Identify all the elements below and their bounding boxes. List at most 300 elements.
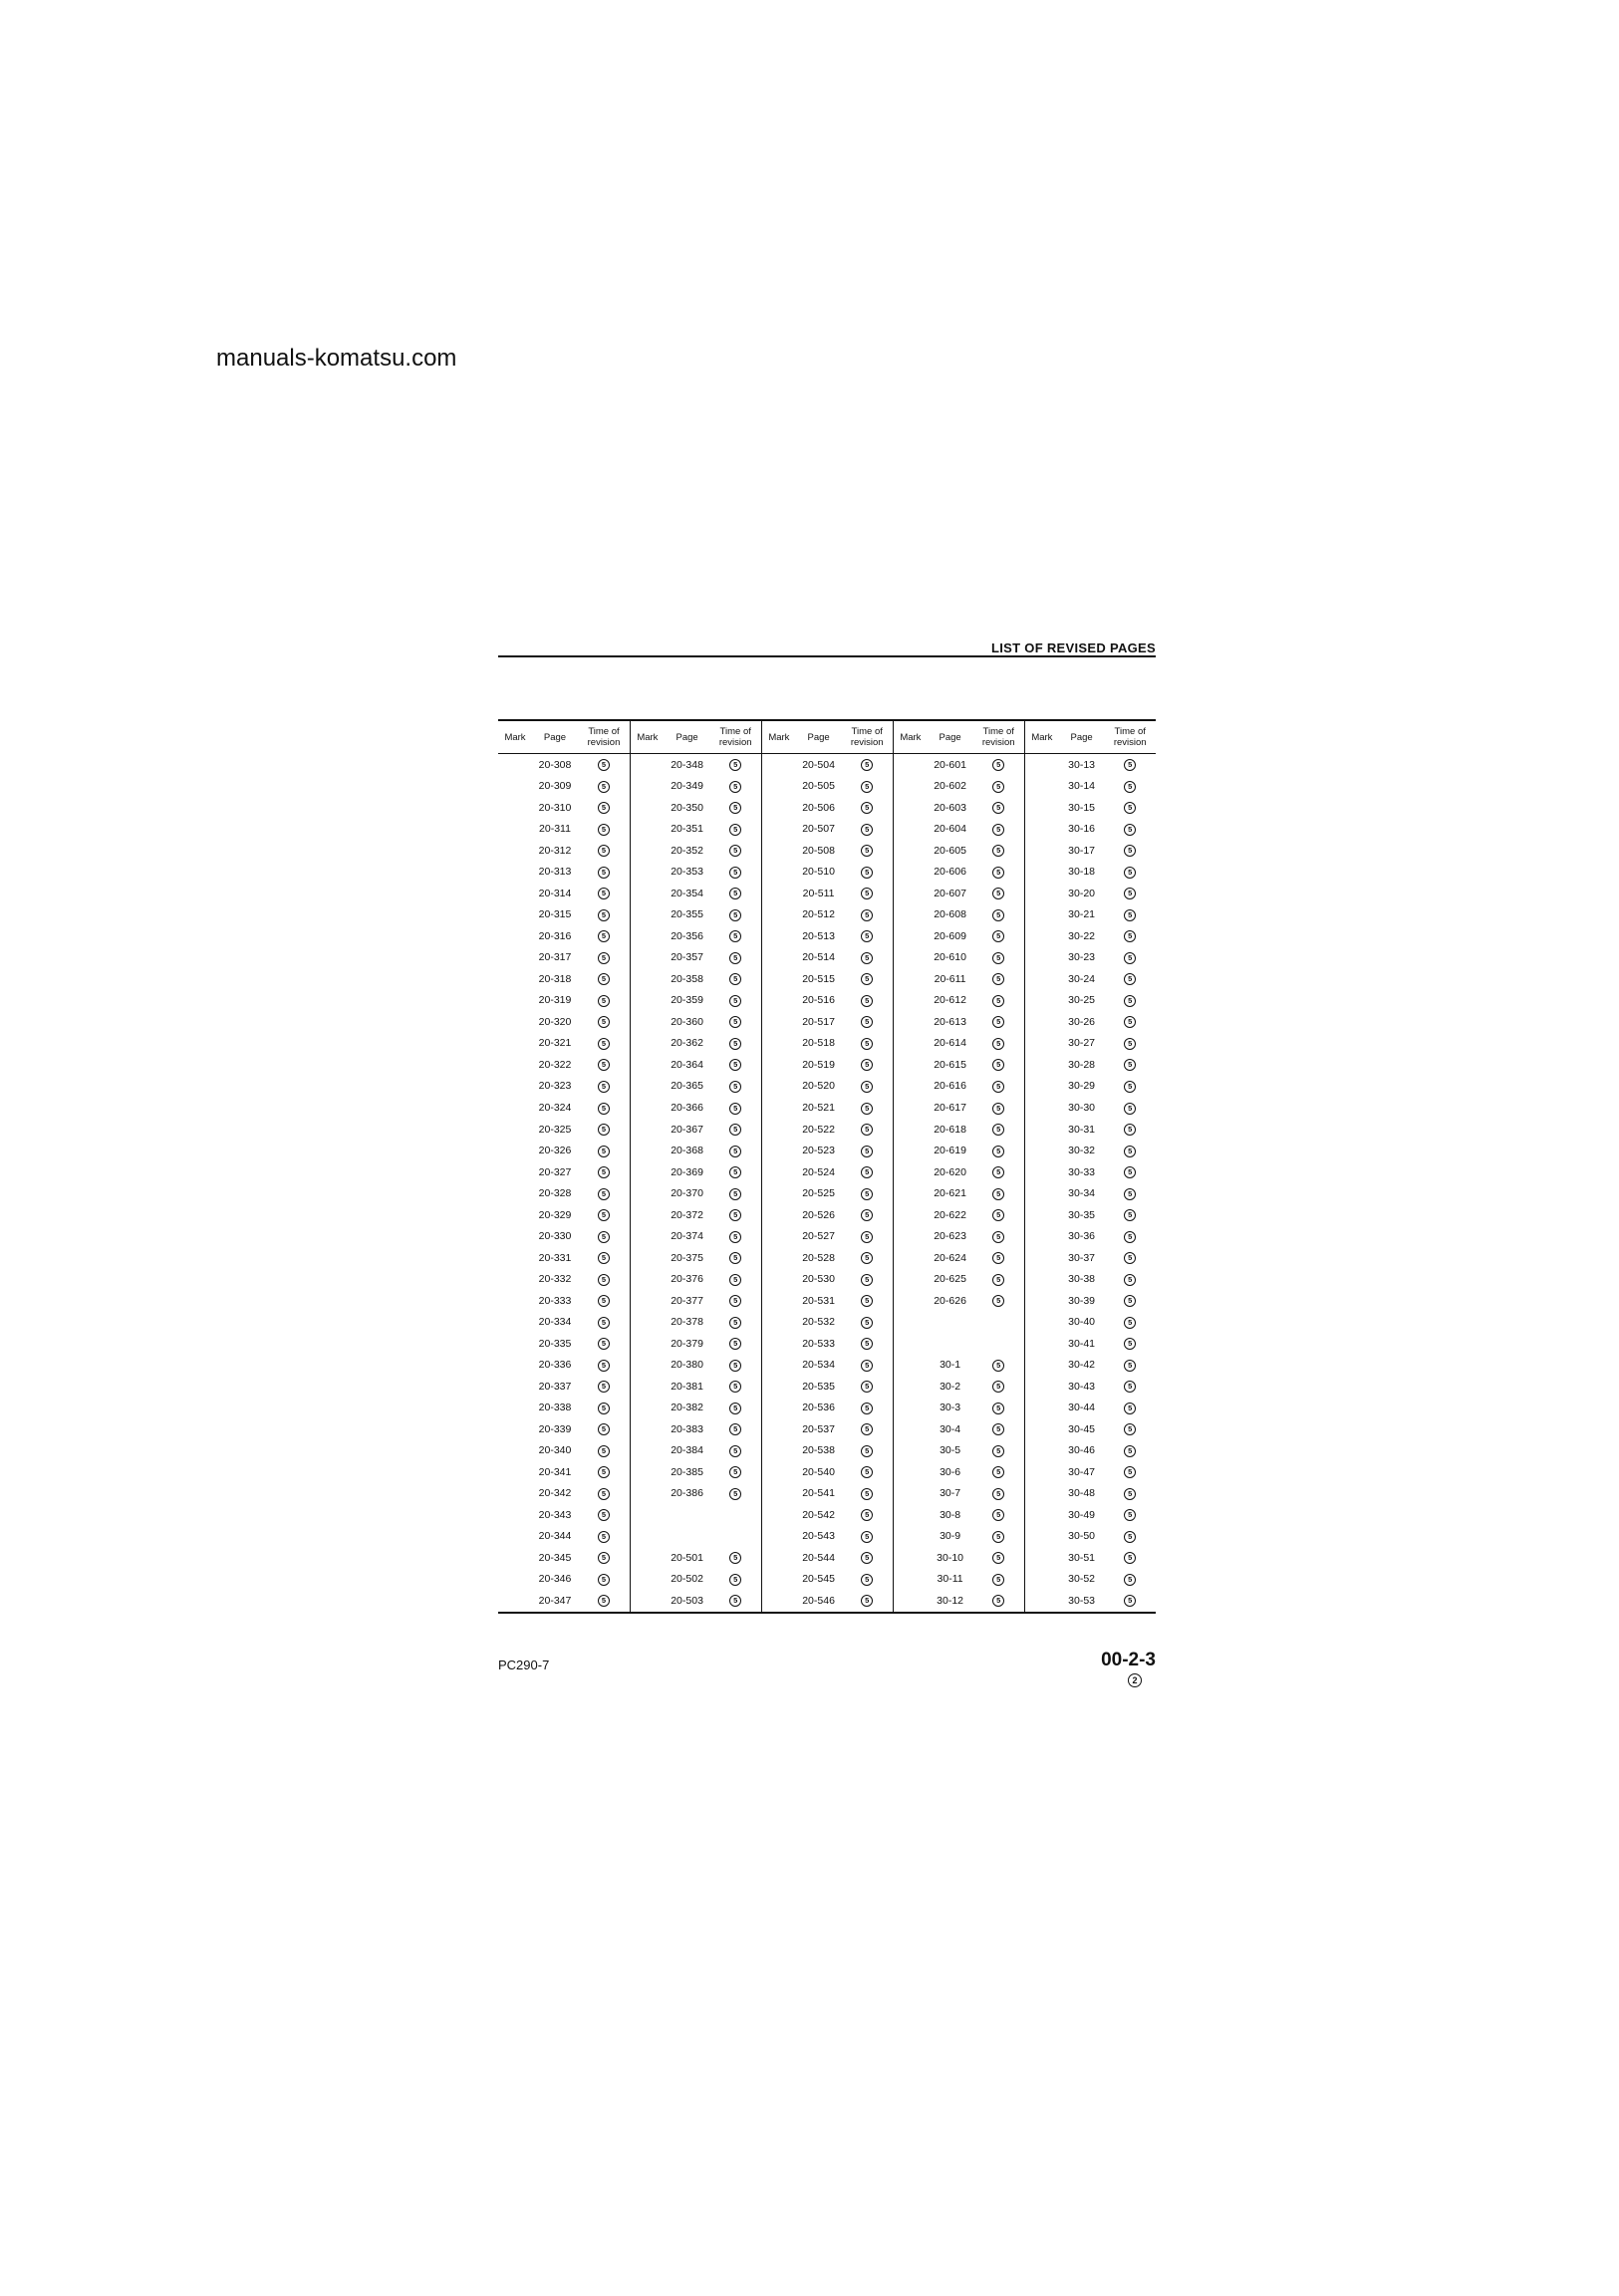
page-cell: 20-339: [538, 1422, 572, 1435]
table-row: [894, 1547, 1024, 1569]
table-row: [631, 1440, 761, 1462]
page-cell: 30-28: [1068, 1058, 1095, 1071]
page-cell: 20-504: [802, 758, 835, 771]
page-cell: 20-337: [538, 1380, 572, 1393]
table-row: [631, 1247, 761, 1269]
revision-mark: 5: [729, 1488, 741, 1500]
revision-cell: [972, 758, 1024, 771]
revision-cell: [578, 994, 630, 1007]
revision-cell: [1104, 780, 1156, 793]
revision-cell: [841, 1294, 893, 1307]
revision-cell: [972, 1273, 1024, 1286]
header-time-of-revision: Time of revision: [850, 726, 884, 748]
revision-cell: [578, 951, 630, 964]
page-cell: 20-378: [671, 1316, 703, 1329]
page-cell: 30-47: [1068, 1465, 1095, 1478]
revision-mark: 5: [992, 1466, 1004, 1478]
revision-mark: 5: [1124, 1552, 1136, 1564]
table-row: [894, 1590, 1024, 1612]
revision-mark: 5: [1124, 1445, 1136, 1457]
revision-mark: 5: [992, 867, 1004, 879]
revision-cell: [578, 866, 630, 879]
revision-cell: [1104, 1145, 1156, 1157]
revision-mark: 5: [1124, 973, 1136, 985]
revision-mark: 5: [729, 1574, 741, 1586]
table-row: [498, 1119, 630, 1141]
page-cell: 20-524: [802, 1165, 835, 1178]
revision-cell: [1104, 1402, 1156, 1414]
revision-cell: [578, 1058, 630, 1071]
header-time-of-revision: Time of revision: [1113, 726, 1147, 748]
page-cell: 20-330: [538, 1230, 572, 1243]
page-cell: 20-618: [934, 1123, 966, 1136]
page-cell: 20-326: [538, 1145, 572, 1157]
table-row: [1025, 1333, 1156, 1355]
table-row: [631, 1204, 761, 1226]
page-cell: 20-510: [802, 866, 835, 879]
table-row: [498, 754, 630, 776]
table-row: [894, 754, 1024, 776]
revision-mark: 5: [729, 930, 741, 942]
page-cell: 20-316: [538, 929, 572, 942]
revision-mark: 5: [598, 1466, 610, 1478]
revision-cell: [972, 1123, 1024, 1136]
revision-mark: 5: [992, 1423, 1004, 1435]
revision-cell: [841, 1058, 893, 1071]
revision-mark: 5: [1124, 1295, 1136, 1307]
revision-cell: [972, 1230, 1024, 1243]
table-header-row: [498, 721, 1156, 754]
table-row: [631, 1590, 761, 1612]
revision-mark: 5: [1124, 888, 1136, 899]
revision-cell: [1104, 1230, 1156, 1243]
revision-mark: 5: [1124, 1317, 1136, 1329]
page-cell: 30-4: [940, 1422, 961, 1435]
revision-mark: 5: [1124, 1403, 1136, 1414]
revision-cell: [578, 1015, 630, 1028]
revision-mark: 5: [992, 1038, 1004, 1050]
revision-cell: [1104, 1508, 1156, 1521]
revision-cell: [1104, 758, 1156, 771]
revision-mark: 5: [861, 802, 873, 814]
table-row: [894, 1161, 1024, 1183]
table-row: [1025, 1119, 1156, 1141]
revision-mark: 5: [861, 1403, 873, 1414]
revision-mark: 5: [1124, 1146, 1136, 1157]
page-cell: 30-41: [1068, 1337, 1095, 1350]
page-cell: 20-546: [802, 1594, 835, 1607]
page-cell: 20-505: [802, 780, 835, 793]
table-row: [631, 1547, 761, 1569]
revision-mark: 5: [992, 1146, 1004, 1157]
revision-cell: [972, 1165, 1024, 1178]
revision-cell: [578, 908, 630, 921]
table-row: [762, 925, 893, 947]
page-cell: 20-377: [671, 1294, 703, 1307]
revision-mark: 5: [729, 1252, 741, 1264]
revision-cell: [709, 1123, 761, 1136]
revision-cell: [1104, 1316, 1156, 1329]
page-cell: 30-35: [1068, 1208, 1095, 1221]
table-row: [1025, 947, 1156, 969]
page-cell: 20-609: [934, 929, 966, 942]
column-group: [761, 754, 893, 1612]
page-cell: 20-381: [671, 1380, 703, 1393]
revision-mark: 5: [992, 888, 1004, 899]
table-row: [631, 840, 761, 862]
page-cell: 20-619: [934, 1145, 966, 1157]
page-cell: 30-38: [1068, 1273, 1095, 1286]
table-row: [631, 904, 761, 926]
revision-mark: 5: [729, 781, 741, 793]
revision-cell: [1104, 1294, 1156, 1307]
revision-cell: [1104, 844, 1156, 857]
revision-cell: [709, 801, 761, 814]
revision-cell: [709, 1251, 761, 1264]
revision-mark: 5: [992, 759, 1004, 771]
revision-mark: 5: [598, 888, 610, 899]
revision-cell: [709, 1487, 761, 1500]
table-row: [498, 1547, 630, 1569]
revision-mark: 5: [598, 1295, 610, 1307]
page-cell: 20-325: [538, 1123, 572, 1136]
table-row: [894, 797, 1024, 819]
revision-cell: [841, 1508, 893, 1521]
revision-cell: [578, 1316, 630, 1329]
revision-mark: 5: [992, 995, 1004, 1007]
revision-cell: [709, 994, 761, 1007]
page-cell: 20-601: [934, 758, 966, 771]
page-cell: 20-626: [934, 1294, 966, 1307]
revision-mark: 5: [729, 995, 741, 1007]
revision-mark: 5: [1124, 824, 1136, 836]
revision-mark: 5: [598, 995, 610, 1007]
page-cell: 20-511: [802, 887, 835, 899]
table-row: [498, 1483, 630, 1505]
revision-mark: 5: [1124, 995, 1136, 1007]
revision-mark: 5: [729, 1466, 741, 1478]
table-row: [498, 1397, 630, 1418]
page-cell: 20-607: [934, 887, 966, 899]
table-row: [498, 883, 630, 904]
table-row: [498, 1440, 630, 1462]
revision-cell: [709, 1145, 761, 1157]
table-row: [1025, 1268, 1156, 1290]
page-cell: 20-345: [538, 1551, 572, 1564]
table-row: [1025, 925, 1156, 947]
revision-mark: 5: [598, 845, 610, 857]
revision-cell: [709, 1015, 761, 1028]
revision-mark: 5: [729, 1403, 741, 1414]
table-row: [631, 819, 761, 841]
revision-cell: [972, 1058, 1024, 1071]
revision-mark: 5: [729, 1552, 741, 1564]
table-row: [762, 1076, 893, 1098]
revision-cell: [972, 1551, 1024, 1564]
revision-cell: [1104, 1102, 1156, 1115]
footer-revision-mark: 2: [1128, 1673, 1142, 1687]
revision-cell: [841, 1015, 893, 1028]
revision-cell: [972, 972, 1024, 985]
page-cell: 30-34: [1068, 1187, 1095, 1200]
table-row: [762, 862, 893, 884]
revision-cell: [709, 1380, 761, 1393]
page-cell: 30-17: [1068, 844, 1095, 857]
revision-mark: 5: [598, 1274, 610, 1286]
table-row: [762, 1590, 893, 1612]
table-row: [631, 1097, 761, 1119]
table-row: [498, 990, 630, 1012]
table-row: [1025, 819, 1156, 841]
revision-cell: [709, 1422, 761, 1435]
revision-cell: [709, 1273, 761, 1286]
revision-cell: [1104, 994, 1156, 1007]
revision-mark: 5: [1124, 1381, 1136, 1393]
revision-cell: [841, 1359, 893, 1372]
revision-cell: [972, 1465, 1024, 1478]
page-cell: 20-526: [802, 1208, 835, 1221]
table-row: [631, 1333, 761, 1355]
table-row: [894, 947, 1024, 969]
page-cell: 30-29: [1068, 1080, 1095, 1093]
page-cell: 20-614: [934, 1037, 966, 1050]
table-row: [498, 925, 630, 947]
page-cell: 20-315: [538, 908, 572, 921]
table-row: [1025, 990, 1156, 1012]
page-cell: 20-615: [934, 1058, 966, 1071]
table-row: [894, 1440, 1024, 1462]
table-row: [894, 1311, 1024, 1333]
revision-cell: [841, 758, 893, 771]
table-row: [894, 990, 1024, 1012]
table-row: [498, 1204, 630, 1226]
table-row: [1025, 1504, 1156, 1526]
page-cell: 20-332: [538, 1273, 572, 1286]
revision-mark: 5: [861, 1081, 873, 1093]
page-cell: 20-503: [671, 1594, 703, 1607]
page-cell: 20-519: [802, 1058, 835, 1071]
table-row: [894, 840, 1024, 862]
revision-mark: 5: [861, 1209, 873, 1221]
table-row: [498, 1225, 630, 1247]
page-cell: 20-608: [934, 908, 966, 921]
revision-mark: 5: [598, 1317, 610, 1329]
page-cell: 20-327: [538, 1165, 572, 1178]
table-row: [762, 1440, 893, 1462]
table-row: [631, 797, 761, 819]
revision-mark: 5: [861, 845, 873, 857]
page-cell: 20-317: [538, 951, 572, 964]
revision-cell: [709, 780, 761, 793]
revision-cell: [972, 1015, 1024, 1028]
revision-cell: [841, 1444, 893, 1457]
revision-cell: [709, 1359, 761, 1372]
revision-mark: 5: [729, 1016, 741, 1028]
revision-cell: [972, 1594, 1024, 1607]
revision-cell: [578, 1208, 630, 1221]
page-cell: 20-340: [538, 1444, 572, 1457]
table-row: [1025, 1182, 1156, 1204]
revision-mark: 5: [598, 1081, 610, 1093]
revision-cell: [841, 994, 893, 1007]
table-row: [762, 1290, 893, 1312]
table-row: [498, 1590, 630, 1612]
page-cell: 20-376: [671, 1273, 703, 1286]
header-mark: Mark: [768, 731, 790, 743]
revision-mark: 5: [1124, 867, 1136, 879]
revision-cell: [841, 1594, 893, 1607]
page-cell: 30-1: [940, 1359, 961, 1372]
revision-cell: [972, 1530, 1024, 1543]
revision-cell: [578, 801, 630, 814]
revision-mark: 5: [861, 909, 873, 921]
page-cell: 20-502: [671, 1573, 703, 1586]
revision-mark: 5: [861, 1146, 873, 1157]
page-cell: 20-319: [538, 994, 572, 1007]
table-row: [1025, 1461, 1156, 1483]
revision-cell: [578, 758, 630, 771]
table-row: [762, 1483, 893, 1505]
page-cell: 20-356: [671, 929, 703, 942]
revision-cell: [1104, 1359, 1156, 1372]
page-cell: 30-8: [940, 1508, 961, 1521]
revision-mark: 5: [861, 1552, 873, 1564]
page-cell: 20-545: [802, 1573, 835, 1586]
revision-cell: [578, 1594, 630, 1607]
revision-mark: 5: [729, 1124, 741, 1136]
revision-mark: 5: [861, 1317, 873, 1329]
revision-cell: [1104, 1337, 1156, 1350]
revision-mark: 5: [598, 1252, 610, 1264]
revision-mark: 5: [598, 1509, 610, 1521]
table-row: [762, 1526, 893, 1548]
page-cell: 20-508: [802, 844, 835, 857]
table-row: [894, 1569, 1024, 1591]
revision-mark: 5: [1124, 1423, 1136, 1435]
revision-cell: [709, 929, 761, 942]
page-cell: 20-382: [671, 1402, 703, 1414]
table-row: [894, 968, 1024, 990]
page-cell: 20-611: [934, 972, 966, 985]
table-row: [1025, 1376, 1156, 1398]
page-cell: 20-532: [802, 1316, 835, 1329]
table-row: [762, 1504, 893, 1526]
page-cell: 30-14: [1068, 780, 1095, 793]
page-cell: 30-26: [1068, 1015, 1095, 1028]
revision-cell: [841, 908, 893, 921]
revision-cell: [972, 908, 1024, 921]
revision-cell: [972, 1294, 1024, 1307]
revision-cell: [841, 1316, 893, 1329]
revision-mark: 5: [992, 1188, 1004, 1200]
revision-mark: 5: [1124, 909, 1136, 921]
page-cell: 20-616: [934, 1080, 966, 1093]
revision-mark: 5: [861, 973, 873, 985]
revision-cell: [841, 951, 893, 964]
page-cell: 30-30: [1068, 1102, 1095, 1114]
table-row: [631, 947, 761, 969]
revision-mark: 5: [729, 1188, 741, 1200]
revision-cell: [972, 994, 1024, 1007]
revision-mark: 5: [992, 1231, 1004, 1243]
table-row: [762, 1376, 893, 1398]
revision-mark: 5: [861, 1445, 873, 1457]
revision-mark: 5: [598, 802, 610, 814]
table-row: [762, 1354, 893, 1376]
page-cell: 20-360: [671, 1015, 703, 1028]
table-row: [631, 1526, 761, 1548]
revision-mark: 5: [992, 1166, 1004, 1178]
revision-cell: [972, 1402, 1024, 1414]
page-cell: 30-31: [1068, 1123, 1095, 1136]
revision-mark: 5: [992, 1209, 1004, 1221]
revision-cell: [578, 1037, 630, 1050]
table-row: [762, 1161, 893, 1183]
revision-mark: 5: [598, 867, 610, 879]
revision-mark: 5: [861, 995, 873, 1007]
page-cell: 30-12: [937, 1594, 963, 1607]
table-row: [1025, 883, 1156, 904]
revision-cell: [578, 1145, 630, 1157]
page-cell: 20-370: [671, 1187, 703, 1200]
table-row: [498, 1376, 630, 1398]
table-row: [498, 819, 630, 841]
page-cell: 30-16: [1068, 823, 1095, 836]
table-row: [498, 840, 630, 862]
revision-cell: [841, 1037, 893, 1050]
table-row: [894, 1504, 1024, 1526]
page-cell: 30-10: [937, 1551, 963, 1564]
revision-cell: [841, 1208, 893, 1221]
page-cell: 20-324: [538, 1102, 572, 1114]
table-row: [1025, 1311, 1156, 1333]
revision-mark: 5: [992, 1381, 1004, 1393]
revision-mark: 5: [861, 1531, 873, 1543]
page-cell: 20-355: [671, 908, 703, 921]
revision-cell: [709, 908, 761, 921]
revision-cell: [1104, 1487, 1156, 1500]
page-cell: 20-544: [802, 1551, 835, 1564]
revision-mark: 5: [861, 1231, 873, 1243]
revision-mark: 5: [598, 1103, 610, 1115]
revision-mark: 5: [861, 1466, 873, 1478]
revised-pages-table: [498, 719, 1156, 1614]
revision-mark: 5: [992, 1295, 1004, 1307]
revision-cell: [1104, 929, 1156, 942]
table-row: [631, 1311, 761, 1333]
revision-cell: [972, 823, 1024, 836]
revision-mark: 5: [729, 1059, 741, 1071]
table-row: [762, 1097, 893, 1119]
table-row: [894, 1119, 1024, 1141]
revision-cell: [972, 929, 1024, 942]
table-row: [498, 862, 630, 884]
table-row: [631, 1376, 761, 1398]
table-row: [894, 1054, 1024, 1076]
page-cell: 20-375: [671, 1251, 703, 1264]
table-row: [498, 1333, 630, 1355]
revision-cell: [841, 866, 893, 879]
revision-cell: [709, 1102, 761, 1115]
revision-cell: [709, 887, 761, 899]
column-group: [630, 754, 761, 1612]
revision-mark: 5: [729, 1445, 741, 1457]
table-row: [498, 1247, 630, 1269]
revision-cell: [578, 1359, 630, 1372]
table-row: [894, 904, 1024, 926]
revision-mark: 5: [1124, 781, 1136, 793]
table-row: [762, 1569, 893, 1591]
